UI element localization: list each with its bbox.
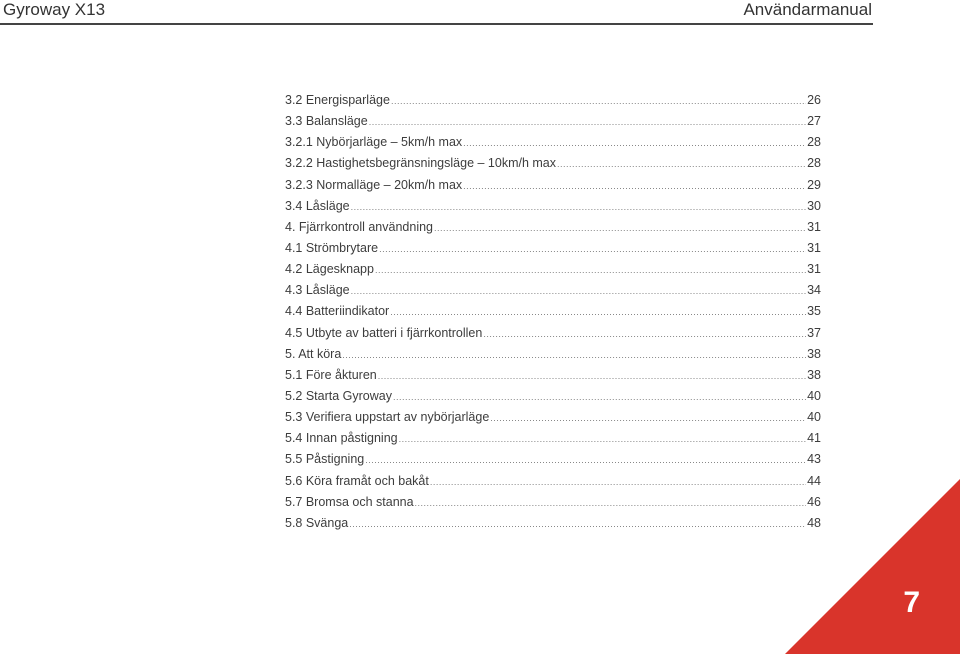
toc-entry-title: 3.2.3 Normalläge – 20km/h max	[285, 177, 463, 192]
toc-entry-page: 43	[807, 452, 821, 467]
toc-dot-leader	[390, 307, 806, 317]
toc-entry-page: 40	[807, 410, 821, 425]
toc-entry-page: 46	[807, 494, 821, 509]
toc-entry-page: 38	[807, 346, 821, 361]
toc-entry-title: 5.2 Starta Gyroway	[285, 388, 392, 403]
toc-entry[interactable]	[285, 220, 821, 241]
document-title: Gyroway X13	[3, 0, 106, 19]
toc-entry[interactable]	[285, 199, 821, 220]
toc-entry-page: 31	[807, 240, 821, 255]
toc-entry[interactable]	[285, 495, 821, 516]
toc-entry-title: 5.8 Svänga	[285, 515, 349, 530]
toc-entry-page: 35	[807, 304, 821, 319]
toc-entry-title: 4.3 Låsläge	[285, 283, 350, 298]
toc-dot-leader	[463, 181, 806, 191]
toc-dot-leader	[490, 413, 806, 423]
toc-dot-leader	[351, 202, 806, 212]
toc-entry-page: 44	[807, 473, 821, 488]
toc-dot-leader	[369, 117, 806, 127]
toc-entry-title: 3.2.2 Hastighetsbegränsningsläge – 10km/h max	[285, 156, 556, 171]
document-section: Användarmanual	[743, 0, 872, 19]
toc-entry-page: 41	[807, 431, 821, 446]
toc-dot-leader	[557, 159, 806, 169]
toc-dot-leader	[378, 371, 806, 381]
toc-entry-title: 5.7 Bromsa och stanna	[285, 494, 414, 509]
toc-entry-page: 34	[807, 283, 821, 298]
toc-dot-leader	[351, 286, 806, 296]
toc-dot-leader	[399, 434, 807, 444]
toc-dot-leader	[483, 329, 806, 339]
toc-dot-leader	[463, 138, 806, 148]
toc-entry[interactable]	[285, 262, 821, 283]
toc-entry-page: 26	[807, 93, 821, 107]
toc-entry-title: 5. Att köra	[285, 346, 342, 361]
toc-entry[interactable]	[285, 410, 821, 431]
toc-dot-leader	[349, 519, 806, 529]
toc-entry-page: 31	[807, 219, 821, 234]
toc-entry-title: 4.5 Utbyte av batteri i fjärrkontrollen	[285, 325, 483, 340]
toc-entry-title: 3.3 Balansläge	[285, 114, 368, 129]
toc-entry-page: 29	[807, 177, 821, 192]
header-divider	[0, 23, 873, 25]
toc-entry-page: 37	[807, 325, 821, 340]
table-of-contents	[285, 93, 821, 537]
toc-entry-title: 4. Fjärrkontroll användning	[285, 219, 433, 234]
corner-accent	[785, 479, 960, 654]
toc-entry-page: 27	[807, 114, 821, 129]
toc-entry-page: 38	[807, 367, 821, 382]
page-number: 7	[903, 586, 920, 619]
toc-entry-title: 4.1 Strömbrytare	[285, 240, 379, 255]
toc-entry-title: 5.1 Före åkturen	[285, 367, 377, 382]
toc-entry-page: 48	[807, 515, 821, 530]
toc-entry-title: 5.3 Verifiera uppstart av nybörjarläge	[285, 410, 490, 425]
toc-entry-title: 4.4 Batteriindikator	[285, 304, 390, 319]
toc-entry[interactable]	[285, 135, 821, 156]
toc-entry[interactable]	[285, 516, 821, 537]
toc-dot-leader	[375, 265, 806, 275]
toc-entry-title: 5.6 Köra framåt och bakåt	[285, 473, 429, 488]
toc-entry-page: 28	[807, 156, 821, 171]
toc-entry[interactable]	[285, 474, 821, 495]
toc-entry-title: 3.2 Energisparläge	[285, 93, 390, 107]
toc-entry-title: 4.2 Lägesknapp	[285, 262, 374, 277]
toc-entry[interactable]	[285, 114, 821, 135]
toc-entry-page: 40	[807, 388, 821, 403]
toc-entry-title: 3.2.1 Nybörjarläge – 5km/h max	[285, 135, 463, 150]
toc-entry[interactable]	[285, 347, 821, 368]
toc-entry-title: 5.4 Innan påstigning	[285, 431, 398, 446]
toc-dot-leader	[430, 477, 806, 487]
toc-dot-leader	[342, 350, 806, 360]
toc-dot-leader	[365, 455, 806, 465]
toc-entry[interactable]	[285, 283, 821, 304]
toc-entry[interactable]	[285, 389, 821, 410]
toc-entry-page: 28	[807, 135, 821, 150]
toc-entry[interactable]	[285, 304, 821, 325]
toc-entry[interactable]	[285, 93, 821, 114]
toc-entry[interactable]	[285, 326, 821, 347]
toc-dot-leader	[434, 223, 806, 233]
toc-entry-title: 3.4 Låsläge	[285, 198, 350, 213]
toc-dot-leader	[415, 498, 807, 508]
toc-entry[interactable]	[285, 178, 821, 199]
toc-entry-page: 30	[807, 198, 821, 213]
toc-entry[interactable]	[285, 452, 821, 473]
toc-entry[interactable]	[285, 156, 821, 177]
toc-entry[interactable]	[285, 241, 821, 262]
toc-dot-leader	[379, 244, 806, 254]
toc-entry[interactable]	[285, 431, 821, 452]
toc-entry-title: 5.5 Påstigning	[285, 452, 365, 467]
toc-entry-page: 31	[807, 262, 821, 277]
toc-entry[interactable]	[285, 368, 821, 389]
toc-dot-leader	[393, 392, 806, 402]
toc-dot-leader	[391, 96, 806, 106]
